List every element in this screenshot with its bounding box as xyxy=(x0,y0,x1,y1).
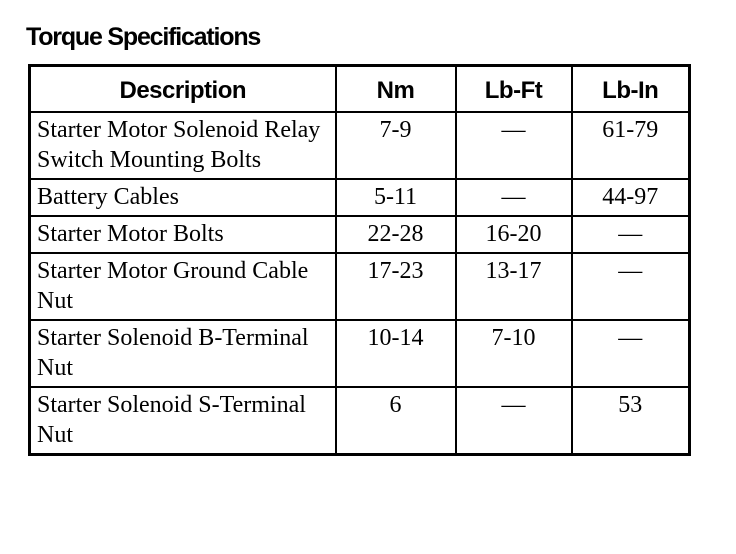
table-row xyxy=(30,320,690,387)
table-row xyxy=(30,112,690,179)
nm-cell: 6 xyxy=(336,387,456,455)
page-title: Torque Specifications xyxy=(26,23,261,51)
torque-spec-table xyxy=(28,64,691,456)
lb-in-cell: — xyxy=(572,320,690,387)
table-row xyxy=(30,179,690,216)
description-cell: Battery Cables xyxy=(30,179,336,216)
header-lb-in: Lb-In xyxy=(572,66,690,113)
description-cell: Starter Solenoid B-Terminal Nut xyxy=(30,320,336,387)
lb-in-cell: 61-79 xyxy=(572,112,690,179)
lb-ft-cell: 13-17 xyxy=(456,253,572,320)
header-lb-ft: Lb-Ft xyxy=(456,66,572,113)
nm-cell: 5-11 xyxy=(336,179,456,216)
description-cell: Starter Motor Ground Cable Nut xyxy=(30,253,336,320)
description-cell: Starter Solenoid S-Terminal Nut xyxy=(30,387,336,455)
lb-in-cell: 44-97 xyxy=(572,179,690,216)
nm-cell: 22-28 xyxy=(336,216,456,253)
nm-cell: 17-23 xyxy=(336,253,456,320)
table-row xyxy=(30,253,690,320)
lb-ft-cell: — xyxy=(456,387,572,455)
lb-ft-cell: — xyxy=(456,112,572,179)
table-header-row xyxy=(30,66,690,113)
lb-in-cell: 53 xyxy=(572,387,690,455)
nm-cell: 7-9 xyxy=(336,112,456,179)
lb-in-cell: — xyxy=(572,253,690,320)
table-row xyxy=(30,216,690,253)
lb-in-cell: — xyxy=(572,216,690,253)
table-row xyxy=(30,387,690,455)
nm-cell: 10-14 xyxy=(336,320,456,387)
lb-ft-cell: 7-10 xyxy=(456,320,572,387)
header-nm: Nm xyxy=(336,66,456,113)
lb-ft-cell: — xyxy=(456,179,572,216)
lb-ft-cell: 16-20 xyxy=(456,216,572,253)
description-cell: Starter Motor Bolts xyxy=(30,216,336,253)
description-cell: Starter Motor Solenoid Relay Switch Mounting Bolts xyxy=(30,112,336,179)
header-description: Description xyxy=(30,66,336,113)
